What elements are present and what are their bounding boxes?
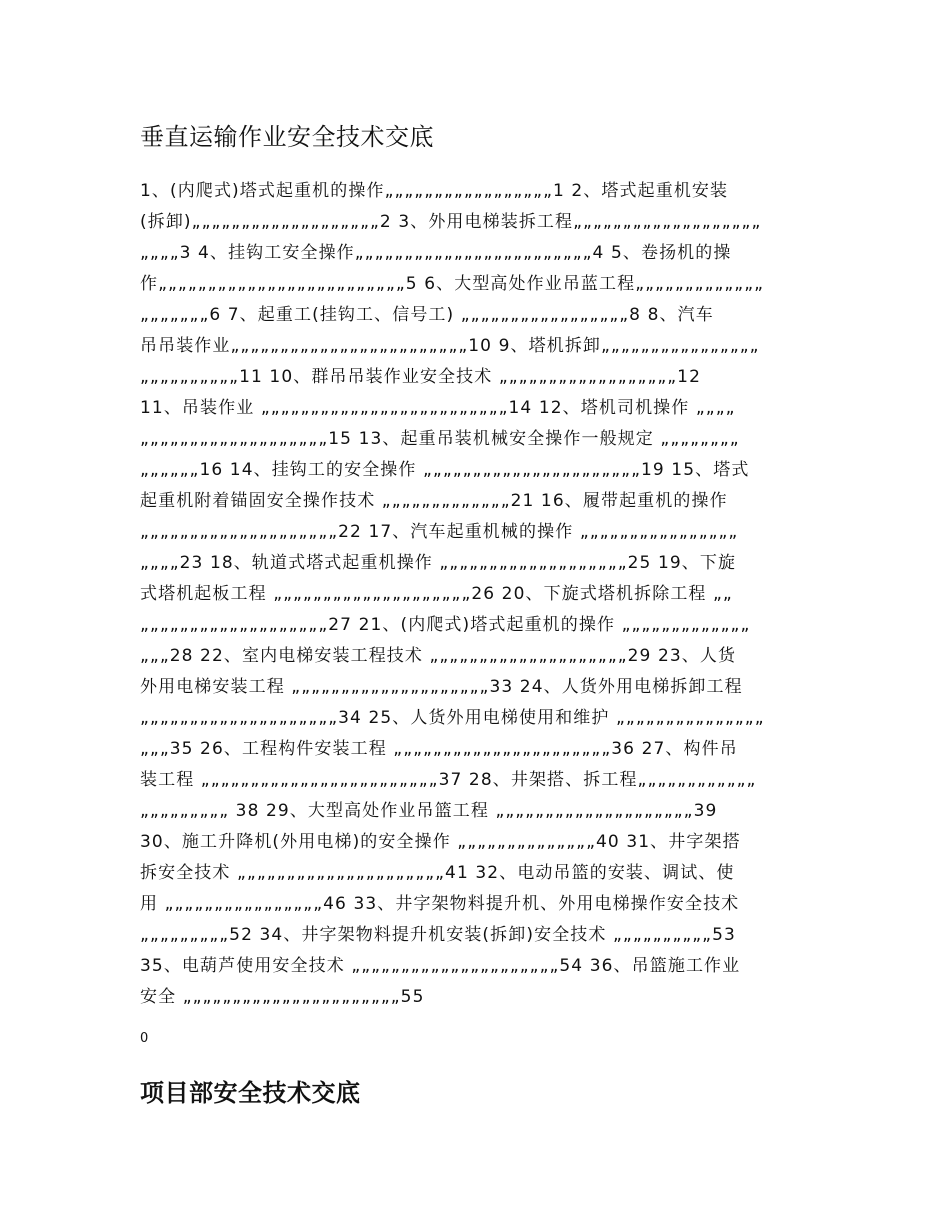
toc-line: „„„„„„„„„„„„„„„„„„„15 13、起重吊装机械安全操作一般规定 „„„„„„„„ [140,429,740,449]
toc-line: 起重机附着锚固安全操作技术 „„„„„„„„„„„„„21 16、履带起重机的操作 [140,491,728,511]
toc-line: 35、电葫芦使用安全技术 „„„„„„„„„„„„„„„„„„„„„54 36、吊篮施工作业 [140,956,741,976]
toc-line: (拆卸)„„„„„„„„„„„„„„„„„„„2 3、外用电梯装拆工程„„„„„„„„„„„„„„„„„„„ [140,212,762,232]
page-number: 0 [140,1031,149,1046]
toc-line: 外用电梯安装工程 „„„„„„„„„„„„„„„„„„„„33 24、人货外用电梯拆卸工程 [140,677,743,697]
toc-line: „„„„„„16 14、挂钩工的安全操作 „„„„„„„„„„„„„„„„„„„„„„19 15、塔式 [140,460,750,480]
toc-line: 作„„„„„„„„„„„„„„„„„„„„„„„„„5 6、大型高处作业吊蓝工程„„„„„„„„„„„„„ [140,274,765,294]
table-of-contents [140,176,815,1013]
toc-line: „„„„„„„„„ 38 29、大型高处作业吊篮工程 „„„„„„„„„„„„„„„„„„„„39 [140,801,718,821]
toc-line: „„„„3 4、挂钩工安全操作„„„„„„„„„„„„„„„„„„„„„„„„4 5、卷扬机的操 [140,243,732,263]
toc-line: 拆安全技术 „„„„„„„„„„„„„„„„„„„„„41 32、电动吊篮的安装、调试、使 [140,863,735,883]
toc-line: 装工程 „„„„„„„„„„„„„„„„„„„„„„„„37 28、井架搭、拆工程„„„„„„„„„„„„ [140,770,757,790]
toc-line: „„„35 26、工程构件安装工程 „„„„„„„„„„„„„„„„„„„„„„36 27、构件吊 [140,739,738,759]
toc-line: „„„„„„„„„„11 10、群吊吊装作业安全技术 „„„„„„„„„„„„„„„„„„12 [140,367,702,387]
document-title: 垂直运输作业安全技术交底 [140,123,434,151]
toc-line: „„„„23 18、轨道式塔式起重机操作 „„„„„„„„„„„„„„„„„„„25 19、下旋 [140,553,737,573]
next-section-title: 项目部安全技术交底 [140,1079,361,1107]
toc-line: 吊吊装作业„„„„„„„„„„„„„„„„„„„„„„„„10 9、塔机拆卸„„„„„„„„„„„„„„„„ [140,336,760,356]
toc-line: „„„„„„„„„„„„„„„„„„„„34 25、人货外用电梯使用和维护 „„„„„„„„„„„„„„„ [140,708,765,728]
toc-line: 式塔机起板工程 „„„„„„„„„„„„„„„„„„„„26 20、下旋式塔机拆除工程 „„ [140,584,733,604]
toc-line: 11、吊装作业 „„„„„„„„„„„„„„„„„„„„„„„„„14 12、塔机司机操作 „„„„ [140,398,736,418]
toc-line: „„„28 22、室内电梯安装工程技术 „„„„„„„„„„„„„„„„„„„„29 23、人货 [140,646,737,666]
toc-line: „„„„„„„6 7、起重工(挂钩工、信号工) „„„„„„„„„„„„„„„„„8 8、汽车 [140,305,714,325]
toc-line: „„„„„„„„„52 34、井字架物料提升机安装(拆卸)安全技术 „„„„„„„„„„53 [140,925,736,945]
toc-line: 安全 „„„„„„„„„„„„„„„„„„„„„„55 [140,987,425,1007]
toc-line: „„„„„„„„„„„„„„„„„„„27 21、(内爬式)塔式起重机的操作 „„„„„„„„„„„„„ [140,615,751,635]
toc-line: 用 „„„„„„„„„„„„„„„„46 33、井字架物料提升机、外用电梯操作安全技术 [140,894,740,914]
toc-line: 1、(内爬式)塔式起重机的操作„„„„„„„„„„„„„„„„„1 2、塔式起重机安装 [140,181,729,201]
toc-line: 30、施工升降机(外用电梯)的安全操作 „„„„„„„„„„„„„„40 31、井字架搭 [140,832,741,852]
toc-line: „„„„„„„„„„„„„„„„„„„„22 17、汽车起重机械的操作 „„„„„„„„„„„„„„„„ [140,522,739,542]
